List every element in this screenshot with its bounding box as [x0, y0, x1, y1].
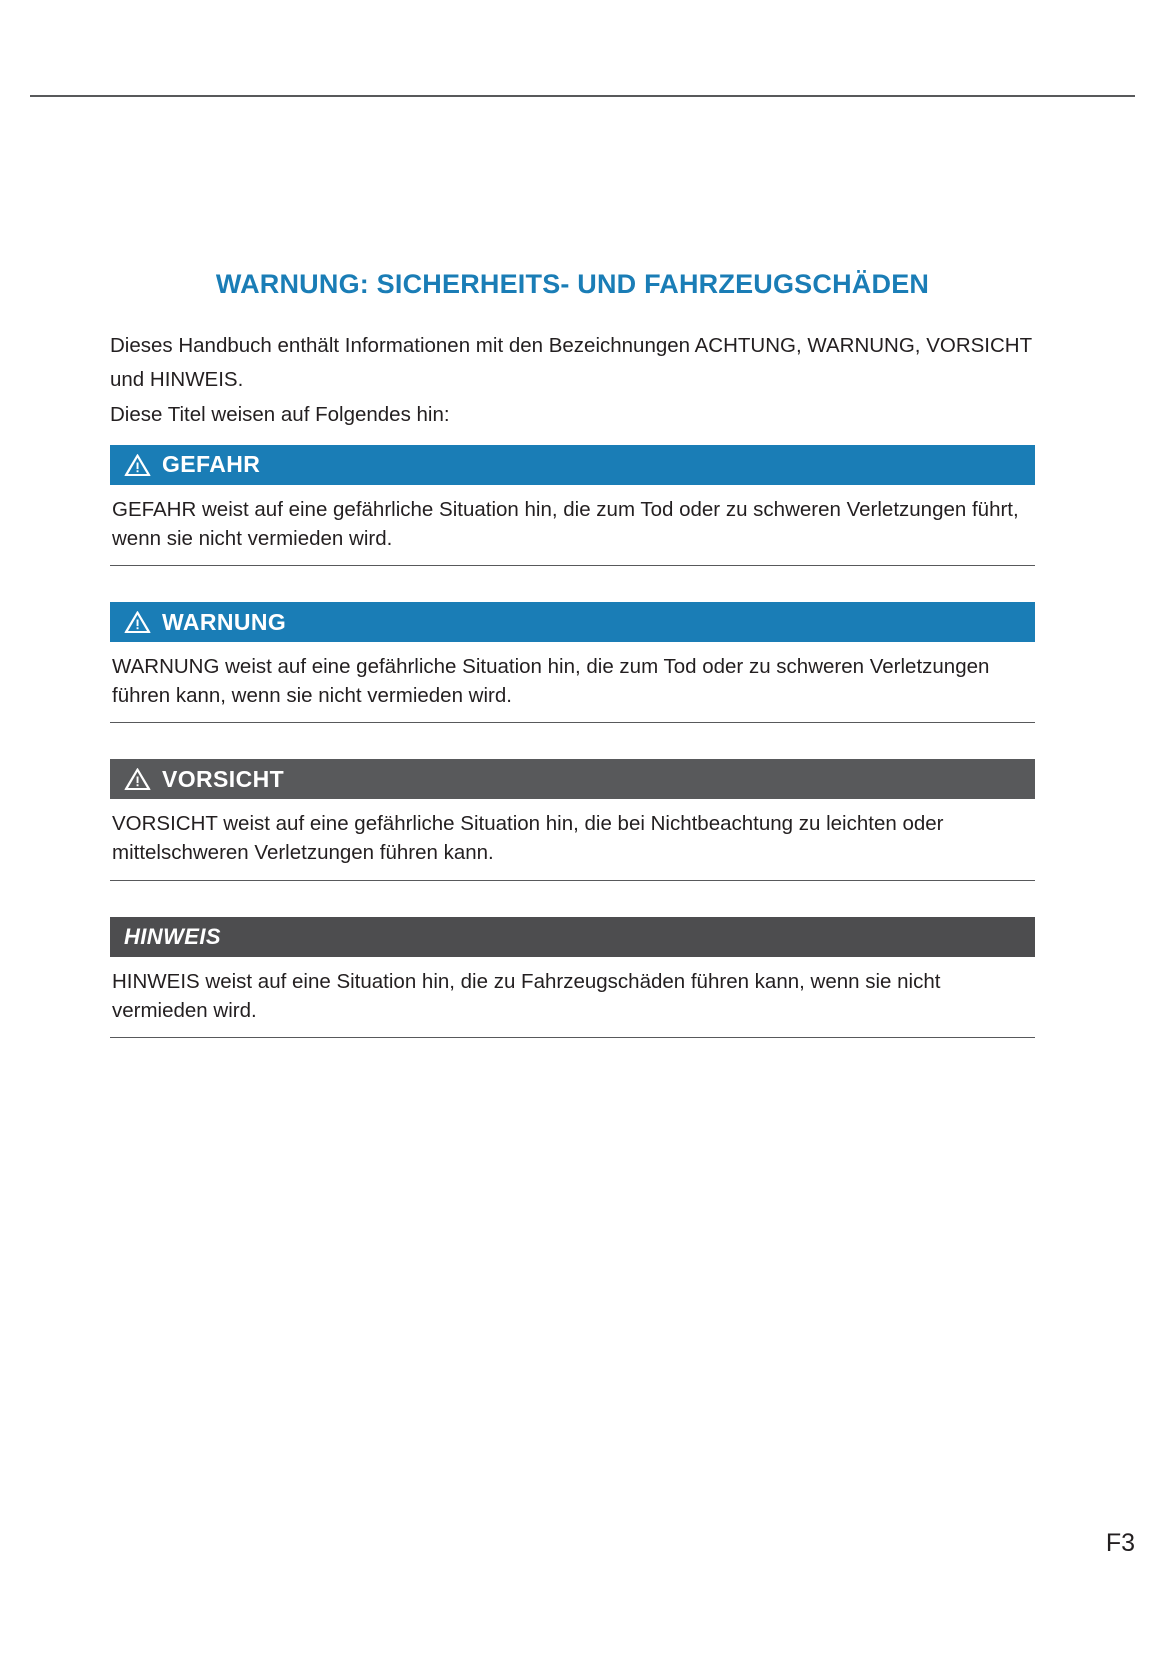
notice-warnung-body: WARNUNG weist auf eine gefährliche Situation hin, die zum Tod oder zu schweren Verletzungen führen kann, wenn sie nicht vermieden wird. [110, 642, 1035, 723]
warning-triangle-icon [124, 453, 151, 477]
notice-hinweis-header [110, 917, 1035, 957]
intro-paragraph-2: Diese Titel weisen auf Folgendes hin: [110, 402, 450, 426]
warning-triangle-icon [124, 767, 151, 791]
notice-vorsicht-body: VORSICHT weist auf eine gefährliche Situation hin, die bei Nichtbeachtung zu leichten oder mittelschweren Verletzungen führen kann. [110, 799, 1035, 880]
notice-hinweis [110, 917, 1035, 1038]
header-divider [30, 95, 1135, 97]
notice-gefahr-header [110, 445, 1035, 485]
notice-gefahr-label: GEFAHR [162, 451, 261, 478]
notice-gefahr-body: GEFAHR weist auf eine gefährliche Situation hin, die zum Tod oder zu schweren Verletzungen führt, wenn sie nicht vermieden wird. [110, 485, 1035, 566]
notice-vorsicht-label: VORSICHT [162, 765, 285, 792]
page-title: WARNUNG: SICHERHEITS- UND FAHRZEUGSCHÄDEN [215, 269, 930, 299]
page-content [110, 265, 1035, 1074]
notice-vorsicht [110, 759, 1035, 880]
warning-triangle-icon [124, 610, 151, 634]
notice-hinweis-body: HINWEIS weist auf eine Situation hin, die zu Fahrzeugschäden führen kann, wenn sie nicht vermieden wird. [110, 957, 1035, 1038]
notice-warnung [110, 602, 1035, 723]
intro-paragraph-1: Dieses Handbuch enthält Informationen mit den Bezeichnungen ACHTUNG, WARNUNG, VORSICHT und HINWEIS. [110, 334, 1032, 391]
notice-gefahr [110, 445, 1035, 566]
notice-vorsicht-header [110, 759, 1035, 799]
notice-warnung-header [110, 602, 1035, 642]
notice-warnung-label: WARNUNG [162, 608, 287, 635]
page-number: F3 [1105, 1529, 1135, 1557]
notice-hinweis-label: HINWEIS [124, 923, 221, 949]
